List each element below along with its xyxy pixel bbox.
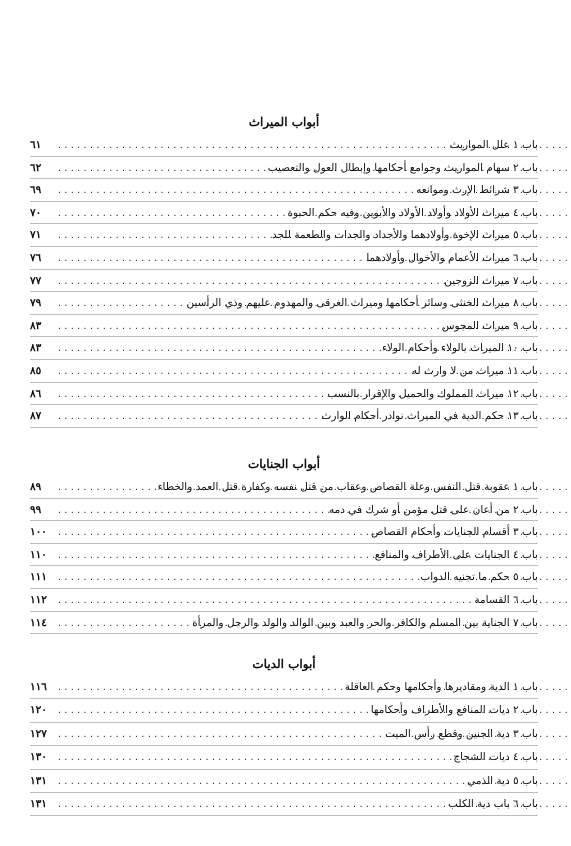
toc-entry xyxy=(30,179,538,202)
entry-title: باب ٧ الجناية بين المسلم والكافر والحر والعبد وبين الوالد والولد والرجل والمرأة xyxy=(192,616,538,629)
page-number: ١٣١ xyxy=(30,797,47,810)
toc-entry xyxy=(30,723,538,746)
toc-entry xyxy=(30,315,538,338)
entry-title: باب ٥ ميراث الإخوة وأولادهما والأجداد والجدات والطعمة للجد xyxy=(272,229,538,242)
dot-leader xyxy=(54,135,450,158)
entry-list xyxy=(30,476,538,634)
entry-title: باب ٥ حكم ما تجنيه الدواب xyxy=(420,571,538,584)
entry-title: باب ٥ دية الذمي xyxy=(467,774,538,787)
entry-title: باب ٤ ميراث الأولاد وأولاد الأولاد والأبوين وفيه حكم الحبوة xyxy=(287,206,538,219)
entry-title: باب ١٠ الميراث بالولاء وأحكام الولاء xyxy=(381,342,538,355)
section-title: أبواب الجنايات xyxy=(248,457,320,471)
dot-leader xyxy=(54,384,327,407)
page-number: ٨٣ xyxy=(30,319,42,332)
page-number: ٦٢ xyxy=(30,161,42,174)
dot-leader xyxy=(54,522,371,545)
dot-leader xyxy=(54,746,453,769)
entry-title: باب ١ الدية ومقاديرها وأحكامها وحكم العاقلة xyxy=(344,681,538,693)
dot-leader xyxy=(54,158,268,181)
page-number: ٦٩ xyxy=(30,184,42,197)
entry-title: باب ١ عقوبة قتل النفس وعلة القصاص وعقاب من قتل نفسه وكفارة قتل العمد والخطاء xyxy=(157,481,538,493)
toc-entry xyxy=(30,746,538,769)
toc-entry xyxy=(30,157,538,180)
section-title: أبواب الديات xyxy=(252,657,316,671)
entry-title: باب ١٢ ميراث المملوك والحميل والإقرار بالنسب xyxy=(327,387,538,400)
toc-entry xyxy=(30,405,538,428)
entry-title: باب ١١ ميراث من لا وارث له xyxy=(411,364,538,377)
page-number: ١١٢ xyxy=(30,593,47,606)
entry-title: باب ١ علل المواريث xyxy=(449,139,538,151)
section-blood-money xyxy=(30,652,538,816)
page-number: ٨٣ xyxy=(30,342,42,355)
section-crimes xyxy=(30,452,538,634)
toc-entry xyxy=(30,793,538,816)
page-number: ١٣١ xyxy=(30,774,47,787)
toc-entry xyxy=(30,499,538,522)
page-number: ٨٩ xyxy=(30,481,42,493)
toc-entry xyxy=(30,202,538,225)
dot-leader xyxy=(54,770,467,793)
entry-title: باب ٨ ميراث الخنثى وسائر أحكامها وميراث الغرقى والمهدوم عليهم وذي الرأسين xyxy=(186,297,538,310)
page-number: ٧١ xyxy=(30,229,42,242)
toc-entry xyxy=(30,247,538,270)
entry-title: باب ٧ ميراث الزوجين xyxy=(444,274,538,287)
page-number: ١١٤ xyxy=(30,616,47,629)
entry-title: باب ٩ ميراث المجوس xyxy=(441,319,538,332)
dot-leader xyxy=(54,225,272,248)
entry-title: باب ٤ الجنايات على الأطراف والمنافع xyxy=(374,548,538,561)
dot-leader xyxy=(54,613,192,636)
table-of-contents-page xyxy=(30,0,538,846)
page-number: ١١٠ xyxy=(30,548,47,561)
dot-leader xyxy=(54,723,385,746)
page-number: ٧٦ xyxy=(30,251,42,264)
dot-leader xyxy=(54,406,321,429)
page-number: ٧٧ xyxy=(30,274,42,287)
toc-entry xyxy=(30,337,538,360)
entry-title: باب ٦ القسامة xyxy=(474,593,538,606)
entry-title: باب ٢ من أعان على قتل مؤمن أو شرك في دمه xyxy=(329,503,538,516)
toc-entry xyxy=(30,476,538,499)
dot-leader xyxy=(54,361,412,384)
toc-entry xyxy=(30,224,538,247)
dot-leader xyxy=(54,699,371,722)
section-title: أبواب الميراث xyxy=(248,115,320,129)
dot-leader xyxy=(54,203,288,226)
entry-title: باب ٢ سهام المواريث وجوامع أحكامها وإبطال العول والتعصيب xyxy=(267,161,538,174)
page-number: ٨٥ xyxy=(30,364,42,377)
entry-title: باب ٣ دية الجنين وقطع رأس الميت xyxy=(385,727,538,740)
dot-leader xyxy=(54,590,474,613)
page-number: ٩٩ xyxy=(30,503,42,516)
page-number: ٨٦ xyxy=(30,387,42,400)
dot-leader xyxy=(54,567,420,590)
page-number: ١٣٠ xyxy=(30,751,47,764)
toc-entry xyxy=(30,360,538,383)
toc-entry xyxy=(30,383,538,406)
entry-title: باب ٣ شرائط الإرث وموانعه xyxy=(416,184,538,197)
page-number: ٨٧ xyxy=(30,410,42,423)
entry-title: باب ٤ ديات الشجاج xyxy=(453,751,538,764)
page-number: ٦١ xyxy=(30,139,42,151)
toc-entry xyxy=(30,566,538,589)
dot-leader xyxy=(54,793,448,816)
toc-entry xyxy=(30,134,538,157)
toc-entry xyxy=(30,612,538,635)
dot-leader xyxy=(54,500,329,523)
toc-entry xyxy=(30,292,538,315)
page-number: ١١٦ xyxy=(30,681,47,693)
dot-leader xyxy=(54,477,158,500)
section-inheritance xyxy=(30,110,538,428)
toc-entry xyxy=(30,589,538,612)
page-number: ١١١ xyxy=(30,571,47,584)
page-number: ١٢٧ xyxy=(30,727,47,740)
toc-entry xyxy=(30,544,538,567)
dot-leader xyxy=(54,338,382,361)
dot-leader xyxy=(54,316,442,339)
toc-entry xyxy=(30,270,538,293)
page-number: ١٠٠ xyxy=(30,526,47,539)
toc-entry xyxy=(30,521,538,544)
dot-leader xyxy=(54,676,345,699)
entry-list xyxy=(30,134,538,428)
dot-leader xyxy=(54,180,416,203)
page-number: ١٢٠ xyxy=(30,704,47,717)
dot-leader xyxy=(54,545,375,568)
toc-entry xyxy=(30,699,538,722)
toc-entry xyxy=(30,770,538,793)
entry-title: باب ٢ ديات المنافع والأطراف وأحكامها xyxy=(370,704,538,717)
dot-leader xyxy=(54,248,366,271)
entry-list xyxy=(30,676,538,816)
page-number: ٧٩ xyxy=(30,297,42,310)
dot-leader xyxy=(54,293,187,316)
entry-title: باب ٦ باب دية الكلب xyxy=(448,797,538,810)
entry-title: باب ٦ ميراث الأعمام والأخوال وأولادهما xyxy=(366,251,538,264)
entry-title: باب ١٣ حكم الدية في الميراث نوادر أحكام الوارث xyxy=(321,410,538,423)
page-number: ٧٠ xyxy=(30,206,42,219)
entry-title: باب ٣ أقسام الجنايات وأحكام القصاص xyxy=(370,526,538,539)
toc-entry xyxy=(30,676,538,699)
dot-leader xyxy=(54,271,444,294)
